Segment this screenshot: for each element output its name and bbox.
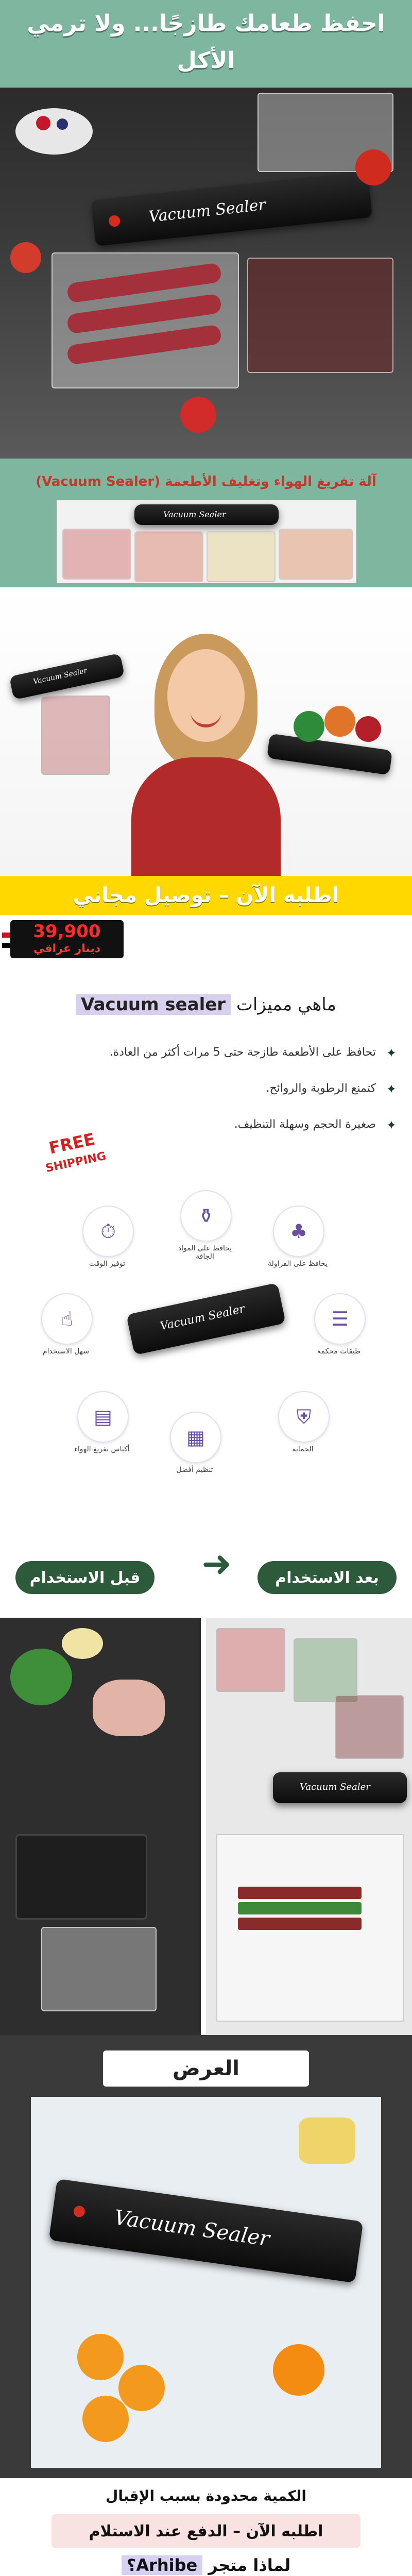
tomato	[355, 716, 381, 742]
free-shipping-line-1: FREE	[47, 1129, 97, 1158]
chicken	[93, 1680, 165, 1736]
vacuum-bag	[41, 696, 110, 775]
price-badge	[10, 920, 124, 958]
after-photo	[206, 1618, 412, 2035]
feature-icon-label: أكياس تفريغ الهواء	[74, 1445, 130, 1453]
sparkle-icon: ✦	[386, 1082, 397, 1096]
before-photo	[0, 1618, 201, 2035]
clock-icon: ⏱	[82, 1206, 134, 1257]
cheese	[299, 2117, 355, 2164]
hero-section	[0, 0, 412, 587]
price-currency: دينار عراقي	[33, 942, 101, 955]
order-now-label: اطلبه الآن – توصيل مجاني	[73, 884, 339, 907]
sparkle-icon: ✦	[386, 1118, 397, 1132]
orange	[82, 2396, 129, 2442]
lettuce	[10, 1649, 72, 1705]
sparkle-icon: ✦	[386, 1046, 397, 1060]
device-brand-label: Vacuum Sealer	[148, 196, 267, 226]
feature-icon-label: سهل الاستخدام	[42, 1347, 89, 1355]
free-shipping-line-2: SHIPPING	[44, 1149, 108, 1175]
showcase-photo	[31, 2097, 381, 2468]
features-title-brand: Vacuum sealer	[76, 994, 231, 1015]
vacuum-bag	[134, 531, 203, 582]
product-subtitle: آلة تفريغ الهواء وتغليف الأطعمة (Vacuum Sealer)	[36, 474, 376, 489]
hero-headline-line-1: احفظ طعامك طازجًا... ولا ترمي الأكل	[27, 10, 385, 74]
vacuum-bag	[207, 531, 276, 582]
feature-bullet: كتمنع الرطوبة والروائح.	[266, 1082, 376, 1095]
device-brand-label: Vacuum Sealer	[163, 510, 226, 519]
strawberry	[36, 116, 50, 130]
meat-stack	[238, 1918, 362, 1930]
hero-product-photo	[0, 88, 412, 459]
price-value: 39,900	[33, 921, 101, 942]
arrow-icon: ➜	[201, 1543, 232, 1585]
cheese	[62, 1628, 103, 1659]
tomato	[355, 149, 391, 185]
vacuum-bag	[335, 1695, 404, 1759]
feature-icon-label: تنظيم أفضل	[176, 1466, 213, 1474]
before-after-section	[0, 1540, 412, 2035]
feature-icon-label: طبقات محكمة	[317, 1347, 361, 1355]
vacuum-bag	[216, 1628, 285, 1692]
vacuum-bag	[294, 1638, 357, 1702]
meat-bag	[247, 258, 393, 373]
orange	[324, 706, 355, 737]
tomato	[10, 242, 41, 273]
shield-icon: ⛨	[278, 1391, 330, 1443]
blueberry	[57, 118, 68, 130]
device-brand-label: Vacuum Sealer	[300, 1782, 370, 1792]
jar-icon: ⚱	[180, 1190, 232, 1242]
device-brand-label: Vacuum Sealer	[32, 666, 88, 686]
vacuum-sealer-device	[91, 171, 372, 246]
tomato	[180, 397, 216, 433]
hand-icon: ☝	[41, 1293, 93, 1345]
meat-stack	[238, 1887, 362, 1899]
cash-on-delivery-button[interactable]: اطلبه الآن – الدفع عند الاستلام	[52, 2514, 360, 2548]
berry-bowl	[15, 108, 93, 155]
after-label: بعد الاستخدام	[258, 1561, 397, 1594]
orange	[118, 2365, 165, 2411]
vacuum-sealer-device	[134, 504, 279, 525]
model-photo-section	[0, 587, 412, 876]
product-showcase-section	[0, 2035, 412, 2478]
layers-icon: ☰	[314, 1293, 366, 1345]
why-store-prefix: لماذا متجر	[202, 2555, 291, 2575]
vacuum-sealer-device	[126, 1283, 286, 1355]
why-store-title	[0, 2555, 412, 2575]
feature-icon-label: يحافظ على المواد الجافة	[178, 1244, 232, 1261]
organize-icon: ▦	[170, 1412, 221, 1463]
product-bags-photo	[57, 500, 356, 583]
vacuum-bag	[279, 529, 353, 580]
feature-bullet: تحافظ على الأطعمة طازجة حتى 5 مرات أكثر من العادة.	[109, 1046, 376, 1059]
device-brand-label: Vacuum Sealer	[112, 2206, 271, 2251]
vacuum-sealer-device	[9, 653, 125, 700]
order-now-banner[interactable]	[0, 876, 412, 915]
before-label: قبل الاستخدام	[15, 1561, 154, 1594]
features-section	[0, 963, 412, 1540]
vegetable	[294, 711, 324, 742]
features-title	[0, 994, 412, 1015]
orange	[77, 2334, 124, 2380]
bags-icon: ▤	[77, 1391, 129, 1443]
feature-icon-label: الحماية	[292, 1445, 314, 1453]
features-title-prefix: ماهي مميزات	[231, 994, 336, 1015]
iraq-flag-icon	[2, 933, 10, 948]
plastic-bag	[41, 1927, 157, 2011]
free-shipping-stamp	[32, 1126, 117, 1187]
feature-icon-label: توفير الوقت	[89, 1260, 126, 1268]
vacuum-sealer-device	[49, 2179, 364, 2283]
device-brand-label: Vacuum Sealer	[159, 1302, 246, 1333]
vacuum-sealer-device	[273, 1772, 407, 1803]
feature-icon-label: يحافظ على الفراولة	[267, 1260, 328, 1268]
showcase-title: العرض	[103, 2050, 309, 2087]
device-red-button	[73, 2205, 85, 2218]
woman-body	[131, 757, 281, 876]
veg-stack	[238, 1902, 362, 1914]
limited-stock-text: الكمية محدودة بسبب الإقبال	[106, 2487, 306, 2504]
fridge-photo	[216, 1834, 404, 2022]
store-name: Arhibe؟	[122, 2555, 202, 2575]
device-red-button	[108, 215, 121, 227]
storage-box	[15, 1834, 147, 1920]
info-section	[0, 2478, 412, 2576]
offer-section	[0, 876, 412, 963]
feature-bullet: صغيرة الحجم وسهلة التنظيف.	[234, 1118, 376, 1131]
fruit-icon: ♣	[273, 1206, 324, 1257]
vacuum-bag	[62, 529, 131, 580]
woman-face	[167, 649, 245, 742]
orange	[273, 2344, 324, 2396]
